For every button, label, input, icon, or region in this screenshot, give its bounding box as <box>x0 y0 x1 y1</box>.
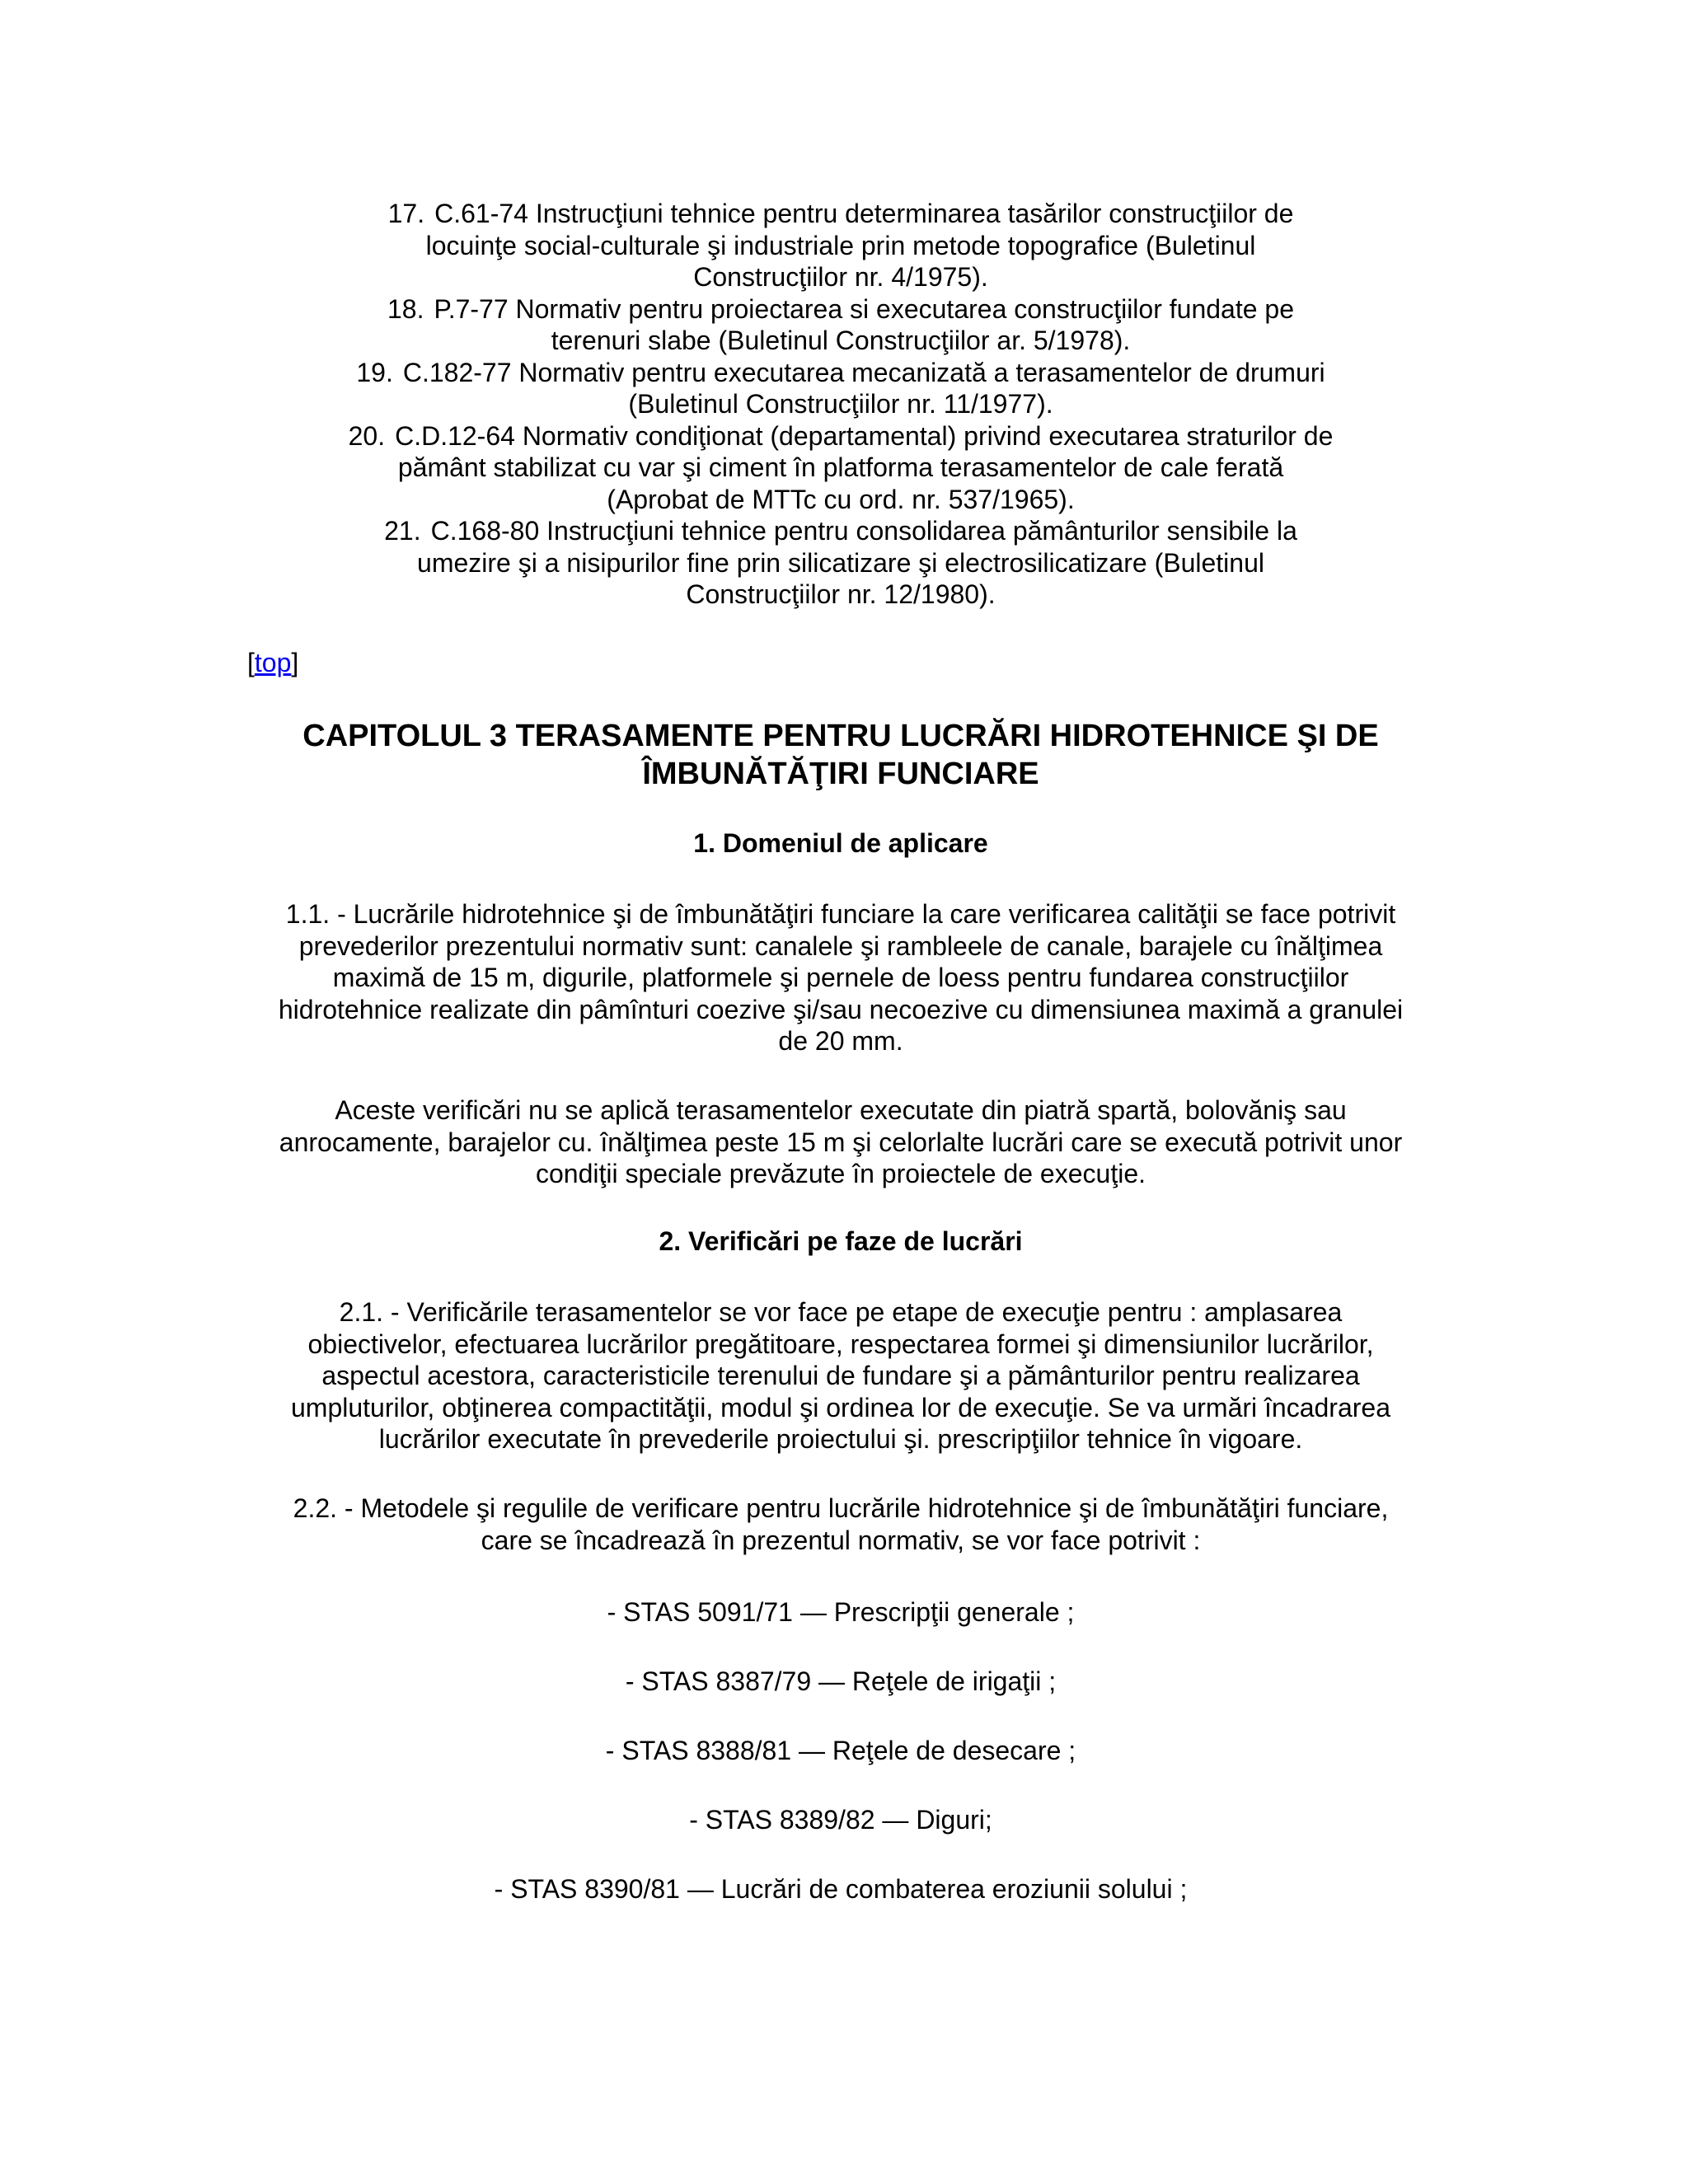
reference-item <box>251 293 1430 357</box>
paragraph-line: lucrărilor executate în prevederile proiectului şi. prescripţiilor tehnice în vigoare. <box>378 1424 1303 1454</box>
stas-item: - STAS 5091/71 — Prescripţii generale ; <box>607 1597 1075 1627</box>
paragraph-line: aspectul acestora, caracteristicile terenului de fundare şi a pământurilor pentru realizarea <box>321 1361 1360 1390</box>
paragraph-line: prevederilor prezentului normativ sunt: canalele şi rambleele de canale, barajele cu înălţimea <box>298 930 1383 961</box>
reference-text-line: Construcţiilor nr. 4/1975). <box>693 262 988 292</box>
reference-text-line: umezire şi a nisipurilor fine prin silicatizare şi electrosilicatizare (Buletinul <box>417 547 1264 578</box>
chapter-title-line: CAPITOLUL 3 TERASAMENTE PENTRU LUCRĂRI HIDROTEHNICE ŞI DE <box>302 719 1379 753</box>
reference-item <box>251 515 1430 611</box>
paragraph-line: 1.1. - Lucrările hidrotehnice şi de îmbunătăţiri funciare la care verificarea calităţii se face potrivit <box>285 899 1396 929</box>
reference-number: 19. <box>356 357 393 387</box>
reference-text: P.7-77 Normativ pentru proiectarea si executarea construcţiilor fundate pe <box>434 293 1294 324</box>
paragraph-line: 2.1. - Verificările terasamentelor se vor face pe etape de execuţie pentru : amplasarea <box>339 1297 1343 1327</box>
paragraph-line: care se încadrează în prezentul normativ, se vor face potrivit : <box>481 1525 1201 1555</box>
reference-number: 17. <box>387 199 425 228</box>
reference-text-line: Construcţiilor nr. 12/1980). <box>686 579 996 609</box>
reference-text-line: pământ stabilizat cu var şi ciment în platforma terasamentelor de cale ferată <box>397 452 1284 482</box>
stas-item: - STAS 8387/79 — Reţele de irigaţii ; <box>625 1666 1057 1696</box>
stas-item: - STAS 8390/81 — Lucrări de combaterea eroziunii solului ; <box>494 1874 1188 1904</box>
references-list <box>251 198 1430 611</box>
bracket-open: [ <box>247 648 255 677</box>
reference-item <box>251 357 1430 420</box>
paragraph-line: obiectivelor, efectuarea lucrărilor pregătitoare, respectarea formei şi dimensiunilor lucrărilor, <box>307 1329 1374 1359</box>
reference-number: 18. <box>387 293 424 324</box>
reference-text-line: locuinţe social-culturale şi industriale prin metode topografice (Buletinul <box>425 230 1256 260</box>
paragraph-line: maximă de 15 m, digurile, platformele şi pernele de loess pentru fundarea construcţiilor <box>332 963 1349 992</box>
reference-text-line: terenuri slabe (Buletinul Construcţiilor ar. 5/1978). <box>551 326 1131 355</box>
paragraph-2-2 <box>247 1493 1434 1556</box>
reference-number: 20. <box>348 420 386 451</box>
references-block <box>251 198 1430 611</box>
stas-item: - STAS 8389/82 — Diguri; <box>689 1805 992 1835</box>
paragraph-line: anrocamente, barajelor cu. înălţimea peste 15 m şi celorlalte lucrări care se execută potrivit unor <box>279 1127 1403 1157</box>
paragraph-line: de 20 mm. <box>778 1026 903 1056</box>
paragraph-scope-exclusions <box>247 1094 1434 1190</box>
reference-item <box>251 198 1430 293</box>
reference-text: C.168-80 Instrucţiuni tehnice pentru consolidarea pământurilor sensibile la <box>430 516 1297 546</box>
top-link[interactable]: top <box>254 648 292 677</box>
reference-text: C.61-74 Instrucţiuni tehnice pentru determinarea tasărilor construcţiilor de <box>434 199 1294 228</box>
paragraph-line: hidrotehnice realizate din pâmînturi coezive şi/sau necoezive cu dimensiunea maximă a granulei <box>278 994 1404 1024</box>
section-title: 1. Domeniul de aplicare <box>693 828 988 858</box>
top-link-wrapper <box>247 647 298 678</box>
reference-text: C.182-77 Normativ pentru executarea mecanizată a terasamentelor de drumuri <box>402 357 1325 387</box>
stas-item: - STAS 8388/81 — Reţele de desecare ; <box>605 1736 1076 1765</box>
paragraph-1-1 <box>247 898 1434 1057</box>
reference-item <box>251 420 1430 516</box>
chapter-title <box>251 717 1430 793</box>
bracket-close: ] <box>291 648 299 677</box>
reference-text-line: (Aprobat de MTTc cu ord. nr. 537/1965). <box>607 484 1075 514</box>
reference-text: C.D.12-64 Normativ condiţionat (departamental) privind executarea straturilor de <box>395 420 1334 451</box>
paragraph-line: Aceste verificări nu se aplică terasamentelor executate din piatră spartă, bolovăniş sau <box>335 1095 1347 1125</box>
reference-number: 21. <box>384 516 421 546</box>
section-title: 2. Verificări pe faze de lucrări <box>659 1226 1023 1256</box>
reference-text-line: (Buletinul Construcţiilor nr. 11/1977). <box>628 389 1053 419</box>
paragraph-line: 2.2. - Metodele şi regulile de verificare pentru lucrările hidrotehnice şi de îmbunătăţiri funciare, <box>293 1493 1389 1523</box>
paragraph-line: umpluturilor, obţinerea compactităţii, modul şi ordinea lor de execuţie. Se va urmări încadrarea <box>291 1392 1390 1422</box>
paragraph-line: condiţii speciale prevăzute în proiectele de execuţie. <box>536 1159 1146 1188</box>
chapter-title-line: ÎMBUNĂTĂŢIRI FUNCIARE <box>642 757 1039 791</box>
paragraph-2-1 <box>247 1296 1434 1455</box>
